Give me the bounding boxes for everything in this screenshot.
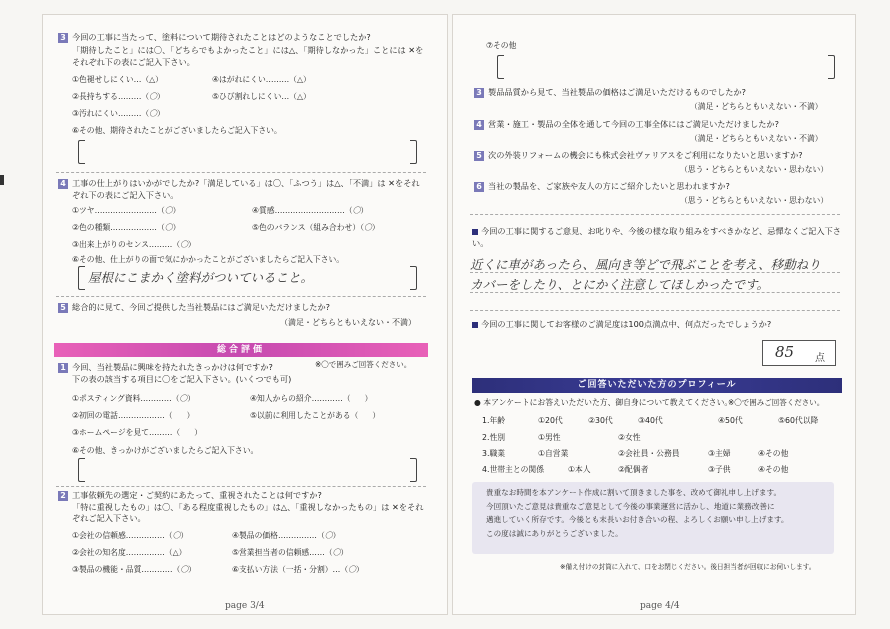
answer-choices[interactable]: （満足・どちらともいえない・不満） xyxy=(690,102,823,111)
option-item[interactable]: ③子供 xyxy=(708,465,731,474)
answer-choices[interactable]: （思う・どちらともいえない・思わない） xyxy=(680,165,829,174)
profile-label-job: 3.職業 xyxy=(482,449,506,458)
other-label: ⑥その他、きっかけがございましたらご記入下さい。 xyxy=(72,446,259,455)
option-item[interactable]: ③ホームページを見て………（ ） xyxy=(72,428,202,437)
comment-question: 今回の工事に関するご意見、お叱りや、今後の様な取り組みをすべきかなど、忌憚なくご記入下さい。 xyxy=(472,226,841,248)
option-item[interactable]: ①男性 xyxy=(538,433,561,442)
closing-line: 今回頂いたご意見は貴重なご意見として今後の事業運営に活かし、地道に業務改善に xyxy=(486,501,775,511)
answer-choices[interactable]: （満足・どちらともいえない・不満） xyxy=(690,134,823,143)
option-item[interactable]: ④50代 xyxy=(718,416,743,425)
option-item[interactable]: ④その他 xyxy=(758,449,789,458)
bracket-right xyxy=(828,55,835,79)
divider xyxy=(56,296,426,297)
option-item[interactable]: ④製品の価格……………（〇） xyxy=(232,531,341,540)
question-text: 今回の工事に当たって、塗料について期待されたことはどのようなことでしたか? xyxy=(72,32,371,42)
other-label: ⑥その他、期待されたことがございましたらご記入下さい。 xyxy=(72,126,282,135)
score-value: 85 xyxy=(775,343,795,361)
profile-header: ご回答いただいた方のプロフィール xyxy=(472,378,842,393)
option-item[interactable]: ⑤60代以降 xyxy=(778,416,819,425)
option-item[interactable]: ⑥支払い方法（一括・分割）…（〇） xyxy=(232,565,364,574)
bracket-right xyxy=(410,266,417,290)
binding-mark xyxy=(0,175,4,185)
other-label: ⑥その他、仕上がりの面で気にかかったことがございましたらご記入下さい。 xyxy=(72,255,345,264)
question-number: 4 xyxy=(474,120,484,130)
question-text: 営業・施工・製品の全体を通して今回の工事全体にはご満足いただけましたか? xyxy=(488,119,779,129)
answer-choices[interactable]: （満足・どちらともいえない・不満） xyxy=(280,318,416,327)
ruled-line xyxy=(470,292,840,293)
option-item[interactable]: ④質感………………………（〇） xyxy=(252,206,369,215)
profile-note: ● 本アンケートにお答えいただいた方、御自身について教えてください。 xyxy=(474,398,733,407)
option-item[interactable]: ②配偶者 xyxy=(618,465,649,474)
option-item[interactable]: ③40代 xyxy=(638,416,663,425)
closing-message xyxy=(472,482,834,554)
bracket-right xyxy=(410,458,417,482)
option-item[interactable]: ④はがれにくい………（△） xyxy=(212,75,311,84)
other-answer-field[interactable] xyxy=(505,57,825,77)
question-text: 下の表の該当する項目に〇をご記入下さい。(いくつでも可) xyxy=(72,374,292,384)
question-number: 6 xyxy=(474,182,484,192)
handwritten-answer[interactable]: 屋根にこまかく塗料がついていること。 xyxy=(88,270,314,285)
question-number: 2 xyxy=(58,491,68,501)
option-item[interactable]: ②色の種類………………（〇） xyxy=(72,223,181,232)
page-3 xyxy=(42,14,448,615)
bracket-left xyxy=(78,266,85,290)
divider xyxy=(470,214,840,215)
option-item[interactable]: ③出来上がりのセンス………（〇） xyxy=(72,240,196,249)
score-question: 今回の工事に関してお客様のご満足度は100点満点中、何点だったでしょうか? xyxy=(472,319,771,330)
other-label: ⑦その他 xyxy=(486,41,517,50)
question-text: 工事依頼先の選定・ご契約にあたって、重視されたことは何ですか? xyxy=(72,490,322,500)
profile-label-relation: 4.世帯主との関係 xyxy=(482,465,545,474)
other-answer-field[interactable] xyxy=(86,460,406,480)
option-item[interactable]: ②初回の電話………………（ ） xyxy=(72,411,195,420)
ruled-line xyxy=(470,272,840,273)
option-item[interactable]: ①ツヤ……………………（〇） xyxy=(72,206,181,215)
question-number: 5 xyxy=(474,151,484,161)
option-item[interactable]: ②会社の知名度……………（△） xyxy=(72,548,187,557)
instruction-note: ※〇で囲みご回答ください。 xyxy=(728,398,825,407)
question-text: それぞれ下の表にご記入下さい。 xyxy=(72,57,195,67)
option-item[interactable]: ①会社の信頼感……………（〇） xyxy=(72,531,189,540)
closing-line: 邁進していく所存です。今後とも末長いお付き合いの程、よろしくお願い申し上げます。 xyxy=(486,515,789,524)
profile-label-age: 1.年齢 xyxy=(482,416,506,425)
option-item[interactable]: ①ポスティング資料…………（〇） xyxy=(72,394,196,403)
option-item[interactable]: ⑤営業担当者の信頼感……（〇） xyxy=(232,548,349,557)
question-number: 3 xyxy=(474,88,484,98)
option-item[interactable]: ②長持ちする………（〇） xyxy=(72,92,165,101)
other-answer-field[interactable] xyxy=(86,142,406,162)
divider xyxy=(56,486,426,487)
question-text: 総合的に見て、今回ご提供した当社製品にはご満足いただけましたか? xyxy=(72,302,330,312)
question-text: ぞれご記入下さい。 xyxy=(72,513,146,523)
profile-label-gender: 2.性別 xyxy=(482,433,506,442)
option-item[interactable]: ⑤ひび割れしにくい…（△） xyxy=(212,92,311,101)
question-text: 工事の仕上がりはいかがでしたか?「満足している」は〇、「ふつう」は△、「不満」は ✕をそれ xyxy=(72,178,420,188)
question-text: 「期待したこと」には〇、「どちらでもよかったこと」には△、「期待しなかった」ことには ✕を xyxy=(72,45,424,55)
option-item[interactable]: ①20代 xyxy=(538,416,563,425)
option-item[interactable]: ①自営業 xyxy=(538,449,569,458)
bracket-left xyxy=(78,140,85,164)
question-text: 「特に重視したもの」は〇、「ある程度重視したもの」は△、「重視しなかったもの」は ✕をそれ xyxy=(72,502,424,512)
option-item[interactable]: ②会社員・公務員 xyxy=(618,449,680,458)
option-item[interactable]: ②女性 xyxy=(618,433,641,442)
bracket-left xyxy=(78,458,85,482)
section-header: 総合評価 xyxy=(54,343,428,357)
question-text: 当社の製品を、ご家族や友人の方にご紹介したいと思われますか? xyxy=(488,181,730,191)
option-item[interactable]: ③主婦 xyxy=(708,449,731,458)
option-item[interactable]: ②30代 xyxy=(588,416,613,425)
option-item[interactable]: ⑤以前に利用したことがある（ ） xyxy=(250,411,381,420)
option-item[interactable]: ①色褪せしにくい…（△） xyxy=(72,75,163,84)
option-item[interactable]: ③製品の機能・品質…………（〇） xyxy=(72,565,196,574)
handwritten-comment-line-2[interactable]: カバーをしたり、とにかく注意してほしかったです。 xyxy=(470,277,770,292)
page-number: page 4/4 xyxy=(640,601,680,611)
score-box[interactable] xyxy=(762,340,836,366)
question-text: 今回、当社製品に興味を持たれたきっかけは何ですか? xyxy=(72,362,273,372)
question-text: 製品品質から見て、当社製品の価格はご満足いただけるものでしたか? xyxy=(488,87,746,97)
score-unit: 点 xyxy=(815,353,825,364)
bracket-right xyxy=(410,140,417,164)
bracket-left xyxy=(497,55,504,79)
question-text: 次の外装リフォームの機会にも株式会社ヴァリアスをご利用になりたいと思いますか? xyxy=(488,150,803,160)
option-item[interactable]: ①本人 xyxy=(568,465,591,474)
divider xyxy=(56,172,426,173)
instruction-note: ※〇で囲みご回答ください。 xyxy=(315,360,412,369)
ruled-line xyxy=(470,310,840,311)
option-item[interactable]: ④知人からの紹介…………（ ） xyxy=(250,394,373,403)
handwritten-comment-line-1[interactable]: 近くに車があったら、風向き等どで飛ぶことを考え、移動ねり xyxy=(470,257,821,272)
closing-line: 貴重なお時間を本アンケート作成に割いて頂きました事を、改めて御礼申し上げます。 xyxy=(486,488,782,497)
option-item[interactable]: ③汚れにくい………（〇） xyxy=(72,109,165,118)
footnote: ※備え付けの封筒に入れて、口をお閉じください。後日担当者が回収にお伺いします。 xyxy=(560,563,816,571)
option-item[interactable]: ④その他 xyxy=(758,465,789,474)
closing-line: この度は誠にありがとうございました。 xyxy=(486,528,623,538)
question-number: 4 xyxy=(58,179,68,189)
question-number: 5 xyxy=(58,303,68,313)
answer-choices[interactable]: （思う・どちらともいえない・思わない） xyxy=(680,196,829,205)
option-item[interactable]: ⑤色のバランス（組み合わせ）（〇） xyxy=(252,223,380,232)
question-text: ぞれ下の表にご記入下さい。 xyxy=(72,190,179,200)
page-number: page 3/4 xyxy=(225,601,265,611)
question-number: 3 xyxy=(58,33,68,43)
question-number: 1 xyxy=(58,363,68,373)
